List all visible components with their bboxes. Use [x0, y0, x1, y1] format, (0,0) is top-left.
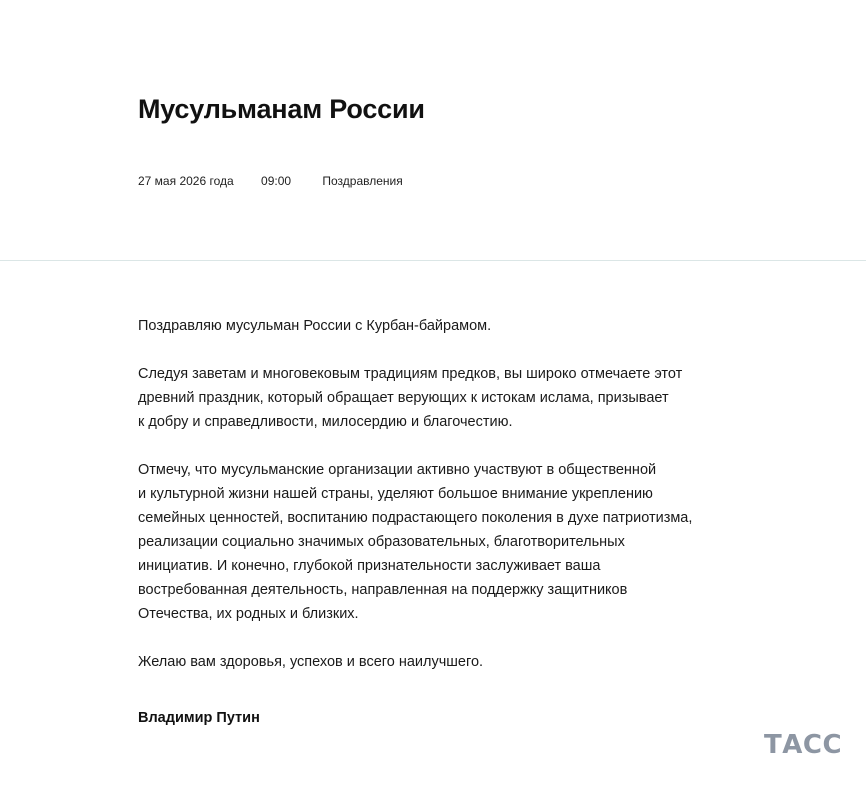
paragraph-wishes	[138, 650, 738, 674]
text-line: Поздравляю мусульман России с Курбан-байрамом.	[138, 318, 492, 334]
tass-logo: ТАСС	[764, 730, 843, 760]
text-line: реализации социально значимых образовательных, благотворительных	[138, 534, 625, 550]
text-line: Отмечу, что мусульманские организации активно участвуют в общественной	[138, 462, 657, 478]
header-divider	[0, 260, 866, 261]
paragraph-organizations	[138, 458, 738, 626]
text-line: Следуя заветам и многовековым традициям предков, вы широко отмечаете этот	[138, 366, 683, 382]
publish-date: 27 мая 2026 года	[138, 174, 234, 188]
paragraph-traditions	[138, 362, 738, 434]
paragraph-greeting	[138, 314, 738, 338]
text-line: инициатив. И конечно, глубокой признательности заслуживает ваша	[138, 558, 601, 574]
page-title: Мусульманам России	[138, 94, 425, 124]
signature: Владимир Путин	[138, 710, 260, 726]
publish-time: 09:00	[261, 174, 292, 188]
text-line: древний праздник, который обращает верующих к истокам ислама, призывает	[138, 390, 669, 406]
article-body	[138, 314, 738, 698]
text-line: семейных ценностей, воспитанию подрастающего поколения в духе патриотизма,	[138, 510, 693, 526]
article-header	[0, 0, 866, 260]
article-meta	[138, 174, 403, 188]
category-link[interactable]: Поздравления	[322, 174, 403, 188]
text-line: Отечества, их родных и близких.	[138, 606, 359, 622]
text-line: Желаю вам здоровья, успехов и всего наилучшего.	[138, 654, 484, 670]
text-line: к добру и справедливости, милосердию и благочестию.	[138, 414, 513, 430]
text-line: востребованная деятельность, направленная на поддержку защитников	[138, 582, 628, 598]
text-line: и культурной жизни нашей страны, уделяют большое внимание укреплению	[138, 486, 653, 502]
